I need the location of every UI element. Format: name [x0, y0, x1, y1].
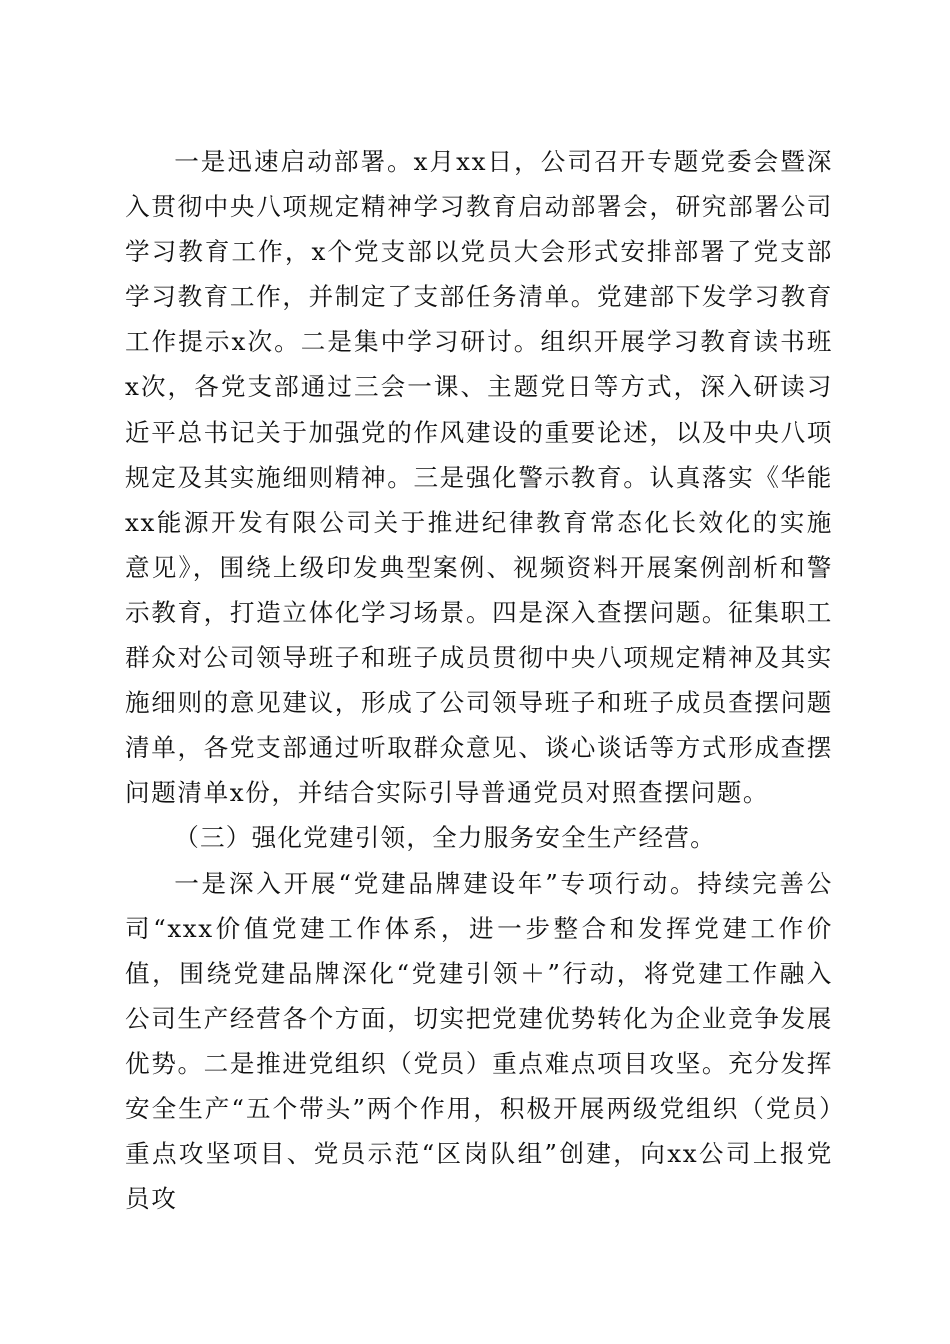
body-paragraph: 一是迅速启动部署。x月xx日，公司召开专题党委会暨深入贯彻中央八项规定精神学习教育启动部署会，研究部署公司学习教育工作，x个党支部以党员大会形式安排部署了党支部学习教育工作，并制定了支部任务清单。党建部下发学习教育工作提示x次。二是集中学习研讨。组织开展学习教育读书班x次，各党支部通过三会一课、主题党日等方式，深入研读习近平总书记关于加强党的作风建设的重要论述，以及中央八项规定及其实施细则精神。三是强化警示教育。认真落实《华能xx能源开发有限公司关于推进纪律教育常态化长效化的实施意见》，围绕上级印发典型案例、视频资料开展案例剖析和警示教育，打造立体化学习场景。四是深入查摆问题。征集职工群众对公司领导班子和班子成员贯彻中央八项规定精神及其实施细则的意见建议，形成了公司领导班子和班子成员查摆问题清单，各党支部通过听取群众意见、谈心谈话等方式形成查摆问题清单x份，并结合实际引导普通党员对照查摆问题。: [125, 147, 833, 808]
document-body: [125, 139, 833, 1221]
body-paragraph: 一是深入开展“党建品牌建设年”专项行动。持续完善公司“xxx价值党建工作体系，进一步整合和发挥党建工作价值，围绕党建品牌深化“党建引领＋”行动，将党建工作融入公司生产经营各个方面，切实把党建优势转化为企业竞争发展优势。二是推进党组织（党员）重点难点项目攻坚。充分发挥安全生产“五个带头”两个作用，积极开展两级党组织（党员）重点攻坚项目、党员示范“区岗队组”创建，向xx公司上报党员攻: [125, 868, 833, 1214]
section-heading: （三）强化党建引领，全力服务安全生产经营。: [174, 823, 716, 853]
